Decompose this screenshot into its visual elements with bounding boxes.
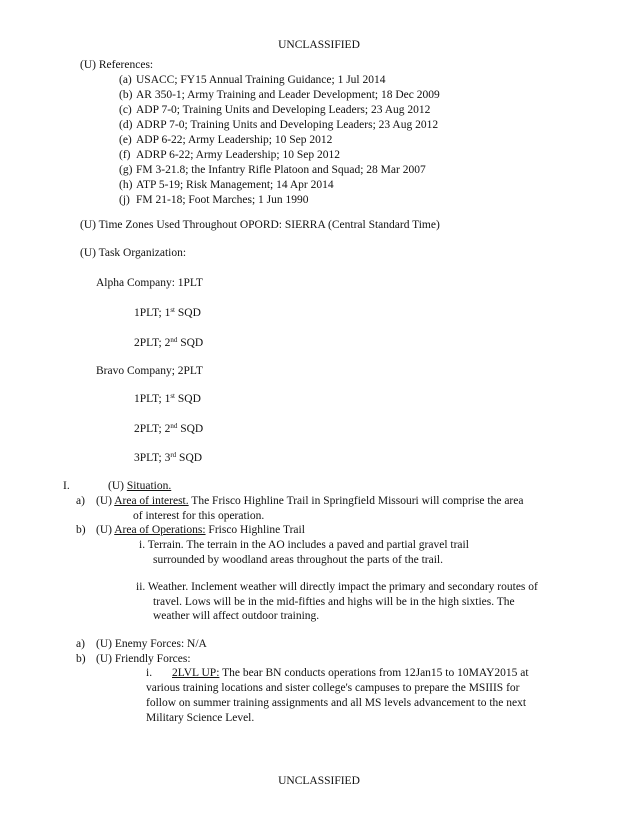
squad-entry: 2PLT; 2nd SQD <box>134 422 204 435</box>
terrain-line: i. Terrain. The terrain in the AO includes a paved and partial gravel trail <box>139 539 469 551</box>
subitem-numeral: i. <box>146 667 153 679</box>
reference-text: FM 3-21.8; the Infantry Rifle Platoon and Squad; 28 Mar 2007 <box>136 164 426 176</box>
references-title: (U) References: <box>80 59 154 71</box>
squad-entry: 1PLT; 1st SQD <box>134 306 201 319</box>
reference-text: ADP 6-22; Army Leadership; 10 Sep 2012 <box>136 134 333 146</box>
reference-text: ADRP 6-22; Army Leadership; 10 Sep 2012 <box>136 149 341 161</box>
time-zones-line: (U) Time Zones Used Throughout OPORD: SIERRA (Central Standard Time) <box>80 219 440 231</box>
weather-line: ii. Weather. Inclement weather will directly impact the primary and secondary routes of <box>136 581 538 593</box>
alpha-company-label: Alpha Company: 1PLT <box>96 277 203 289</box>
footer-classification: UNCLASSIFIED <box>278 775 360 787</box>
reference-label: (e) <box>119 134 132 146</box>
weather-continuation: travel. Lows will be in the mid-fifties and highs will be in the high sixties. The <box>153 596 515 608</box>
squad-entry: 3PLT; 3rd SQD <box>134 451 203 464</box>
reference-text: ADRP 7-0; Training Units and Developing Leaders; 23 Aug 2012 <box>136 119 439 131</box>
reference-label: (g) <box>119 164 133 176</box>
reference-label: (j) <box>119 194 130 206</box>
header-classification: UNCLASSIFIED <box>278 39 360 51</box>
reference-label: (c) <box>119 104 132 116</box>
friendly-forces-line: (U) Friendly Forces: <box>96 653 191 665</box>
reference-label: (d) <box>119 119 133 131</box>
squad-entry: 1PLT; 1st SQD <box>134 392 201 405</box>
reference-label: (b) <box>119 89 133 101</box>
item-label: b) <box>76 653 86 665</box>
bravo-company-label: Bravo Company; 2PLT <box>96 365 203 377</box>
section-numeral: I. <box>63 480 70 492</box>
friendly-forces-continuation: follow on summer training assignments and all MS levels advancement to the next <box>146 697 527 709</box>
task-organization-title: (U) Task Organization: <box>80 247 187 259</box>
reference-text: AR 350-1; Army Training and Leader Development; 18 Dec 2009 <box>136 89 440 101</box>
terrain-continuation: surrounded by woodland areas throughout the parts of the trail. <box>153 554 443 566</box>
area-of-interest-line: (U) Area of interest. The Frisco Highline Trail in Springfield Missouri will comprise the area <box>96 495 524 507</box>
reference-label: (h) <box>119 179 133 191</box>
reference-text: FM 21-18; Foot Marches; 1 Jun 1990 <box>136 194 309 206</box>
reference-text: ADP 7-0; Training Units and Developing Leaders; 23 Aug 2012 <box>136 104 431 116</box>
area-of-operations-line: (U) Area of Operations: Frisco Highline Trail <box>96 524 305 536</box>
enemy-forces-line: (U) Enemy Forces: N/A <box>96 638 207 650</box>
reference-label: (f) <box>119 149 131 161</box>
reference-text: USACC; FY15 Annual Training Guidance; 1 Jul 2014 <box>136 74 386 86</box>
item-label: a) <box>76 495 85 507</box>
reference-label: (a) <box>119 74 132 86</box>
weather-continuation: weather will affect outdoor training. <box>153 610 320 622</box>
item-label: a) <box>76 638 85 650</box>
squad-entry: 2PLT; 2nd SQD <box>134 336 204 349</box>
reference-text: ATP 5-19; Risk Management; 14 Apr 2014 <box>136 179 334 191</box>
friendly-forces-continuation: various training locations and sister college's campuses to prepare the MSIIIS for <box>146 682 520 694</box>
friendly-forces-continuation: Military Science Level. <box>146 712 255 724</box>
area-of-interest-continuation: of interest for this operation. <box>133 510 265 522</box>
item-label: b) <box>76 524 86 536</box>
friendly-forces-item-line: 2LVL UP: The bear BN conducts operations from 12Jan15 to 10MAY2015 at <box>172 667 529 679</box>
situation-heading: (U) Situation. <box>108 480 172 492</box>
